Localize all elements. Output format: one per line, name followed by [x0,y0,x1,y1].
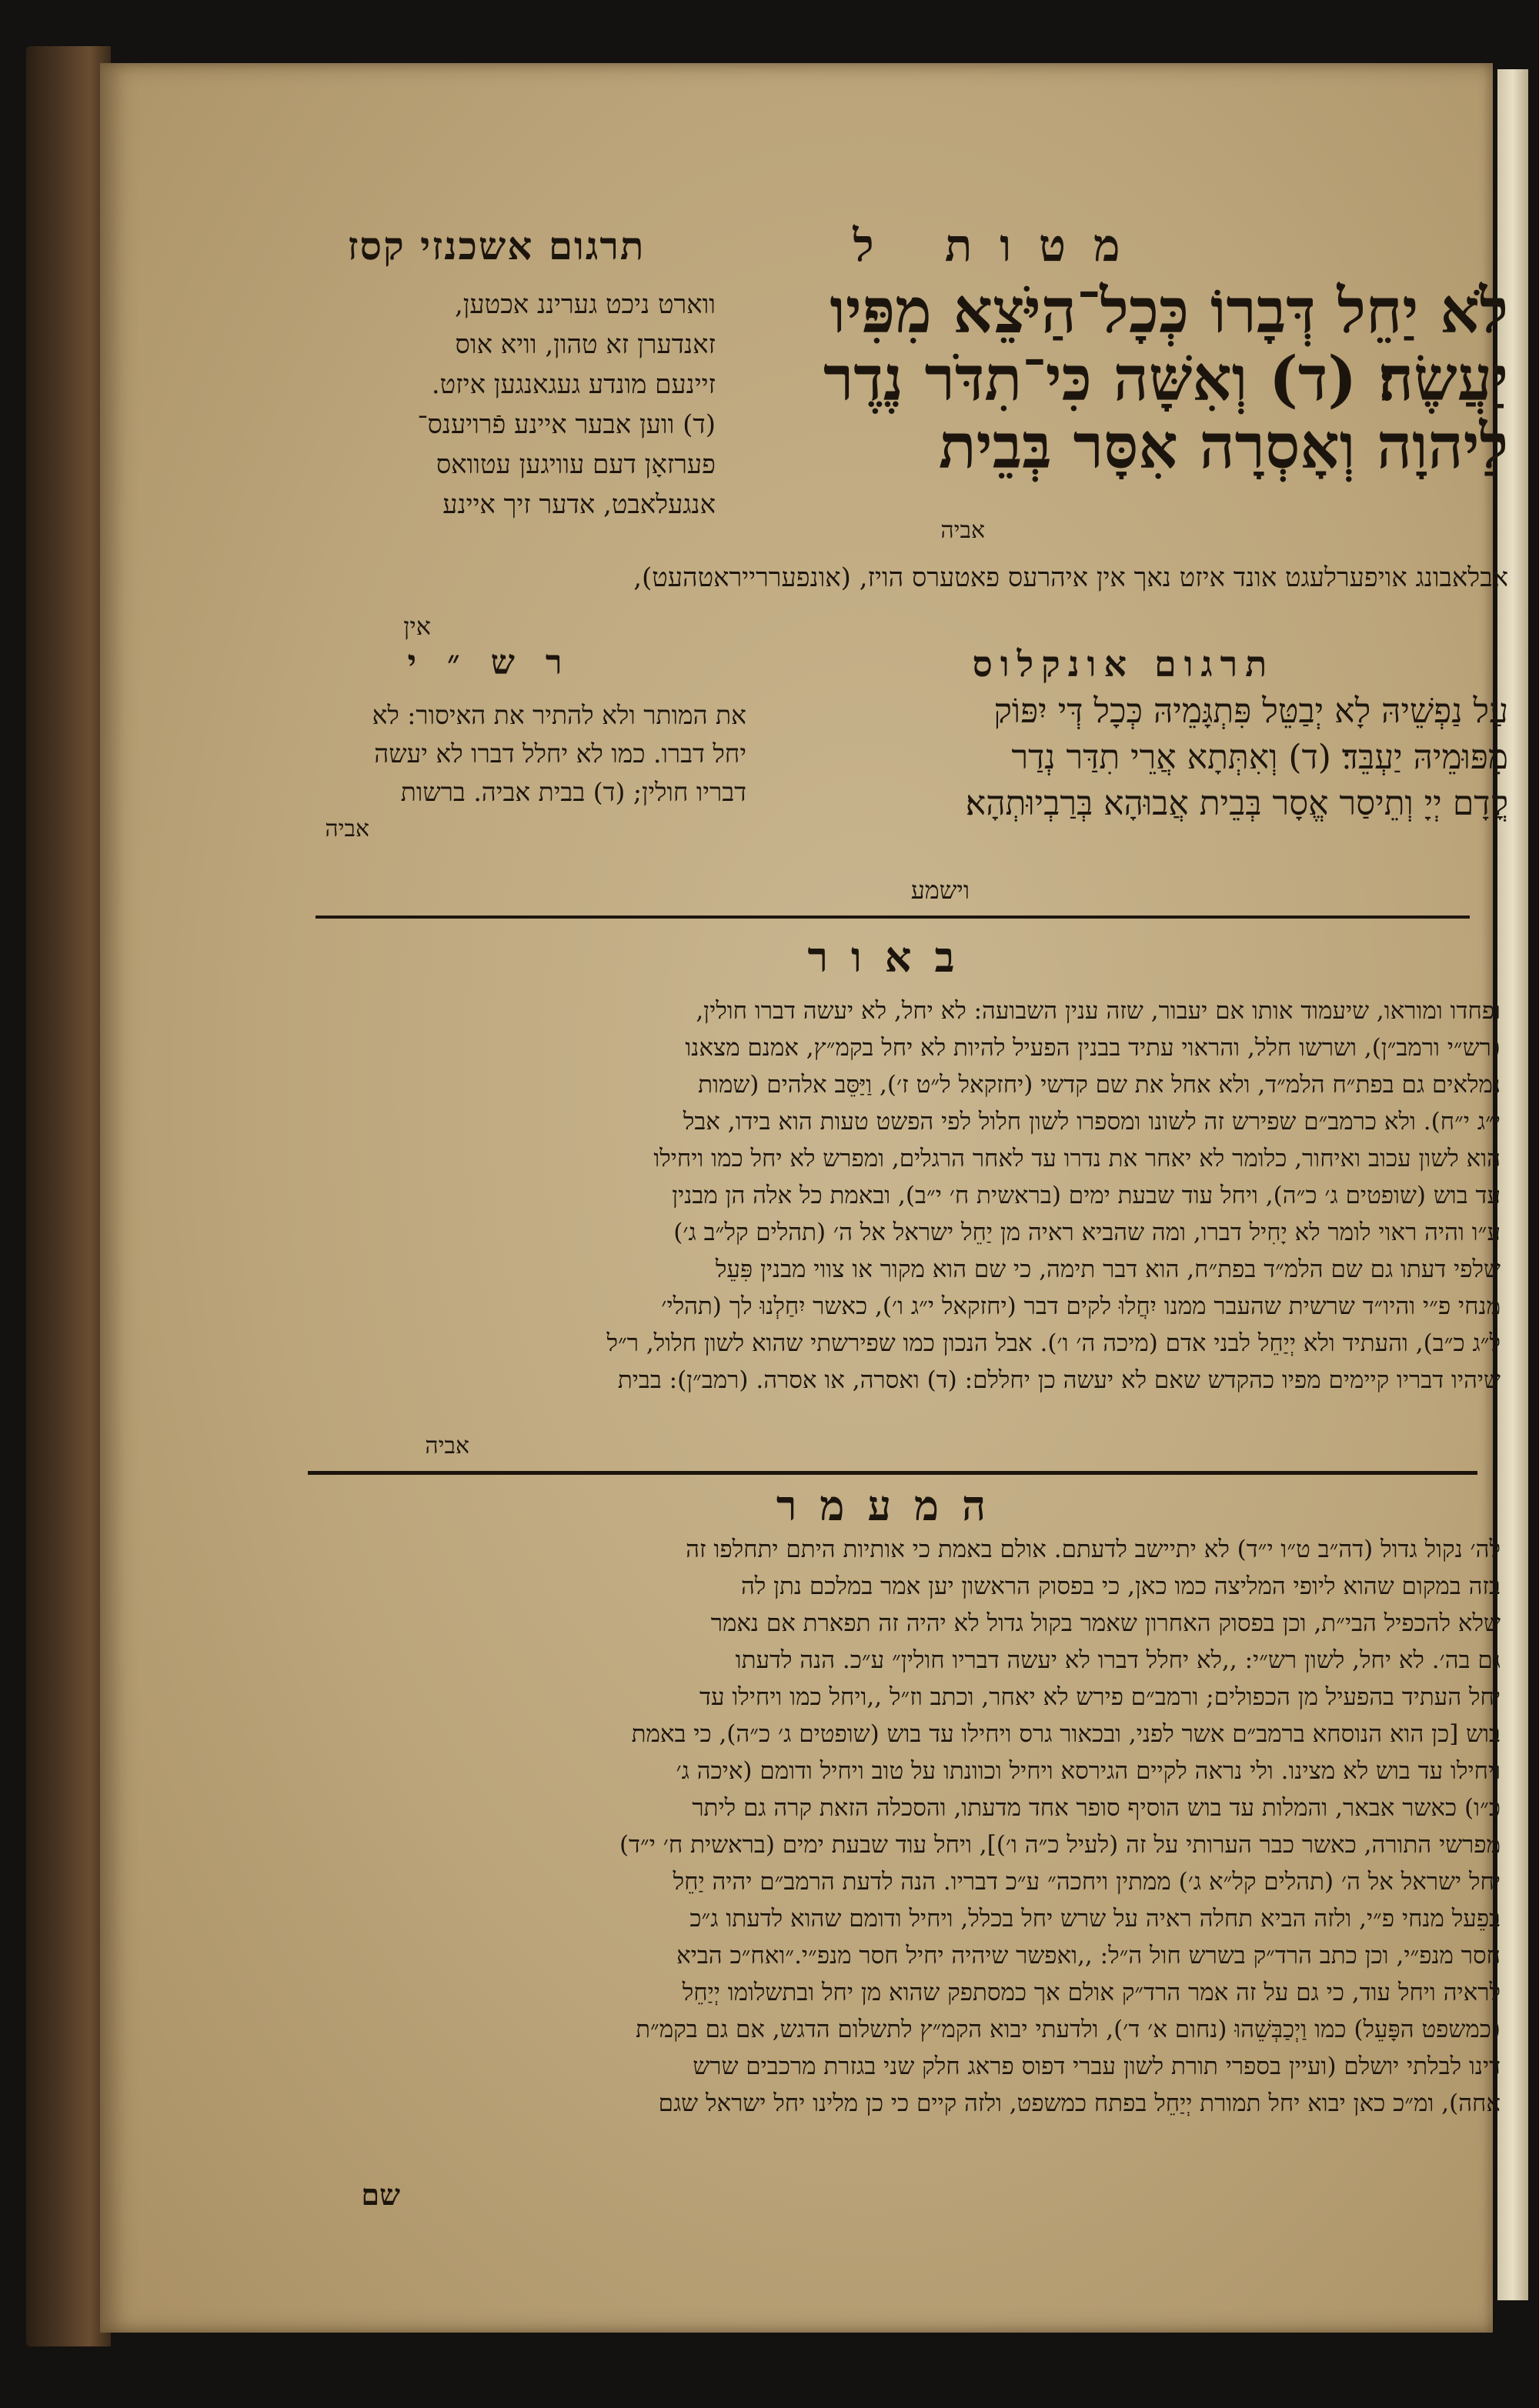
hamaamar-line: חסר מנפ״י, וכן כתב הרד״ק בשרש חול ה״ל: ,,ואפשר שיהיה יחיל חסר מנפ״י.״ואח״כ הביא [676,1942,1501,1969]
hamaamar-line: יחל העתיד בהפעיל מן הכפולים; ורמב״ם פירש לא יאחר, וכתב וז״ל ,,ויחל כמו ויחילו עד [699,1683,1501,1711]
yiddish-wide-line: אבלאבונג אויפערלעגט אונד איזט נאך אין איהרעס פאטערס הויז, (אונפעררייראטהעט), [633,562,1508,593]
biur-line: שיהיו דבריו קיימים מפיו כהקדש שאם לא יעשה כן יחללם: (ד) ואסרה, או אסרה. (רמב״ן): בבית [617,1366,1501,1394]
hamaamar-line: אחה), ומ״כ כאן יבוא יחל תמורת יְיַחֵל בפתח כמשפט, ולזה קיים כי כן מלינו יחל ישראל שגם [658,2089,1501,2117]
biur-line: ע״ו והיה ראוי לומר לא יָחִיל דברו, ומה שהביא ראיה מן יַחֵל ישראל אל ה׳ (תהלים קל״ב ג׳) [673,1219,1501,1246]
biur-line: י״ג י״ח). ולא כרמב״ם שפירש זה לשונו ומספרו לשון חלול לפי הפשט טעות הוא בידו, אבל [683,1108,1501,1136]
biur-line: עד בוש (שופטים ג׳ כ״ה), ויחל עוד שבעת ימים (בראשית ח׳ י״ב), ובאמת כל אלה הן מבנין [672,1182,1501,1209]
biur-line: הוא לשון עכוב ואיחור, כלומר לא יאחר את נדרו עד לאחר הרגלים, ומפרש לא יחל כמו ויחילו [653,1145,1501,1172]
hamaamar-line: יחל ישראל אל ה׳ (תהלים קל״א ג׳) ממתין ויחכה״ ע״כ דבריו. הנה לדעת הרמב״ם יהיה יַחֵל [673,1868,1501,1896]
onkelos-line: מִפּוּמֵיהּ יַעְבֵּד׃ (ד) וְאִתְּתָא אֲרֵי תִדַּר נְדַר [1011,738,1508,777]
onkelos-line: עַל נַפְשֵׁיהּ לָא יְבַטֵּל פִּתְגָּמֵיהּ כְּכָל דְּי יִפּוֹק [993,692,1508,731]
page-header-left: תרגום אשכנזי קסז [347,223,646,268]
verse-line: לֹא יַחֵל דְּבָרוֹ כְּכָל־הַיֹּצֵא מִפִּיו [830,275,1508,347]
biur-end-word: אביה [425,1432,469,1459]
yiddish-line: זאנדערן זא טהון, וויא אוס [455,329,716,360]
footer-catchword: שם [361,2177,400,2212]
hamaamar-line: (כמשפט הפָּעֵל) כמו וַיְכַבְּשֵׁהוּ (נחום א׳ ד׳), ולדעתי יבוא הקמ״ץ לתשלום הדגש, אם גם בקמ״ת [636,2016,1501,2043]
page-header-right: מטות ל [853,219,1148,272]
hamaamar-line: לראיה ויחל עוד, כי גם על זה אמר הרד״ק אולם אך כמסתפק שהוא מן יחל ובתשלומו יְיַחֵל [682,1979,1501,2006]
onkelos-line: קֳדָם יְיָ וְתֵיסַר אֱסָר בְּבֵית אֲבוּהָא בְּרַבְיוּתְהָא׃ [965,784,1508,823]
biur-text [292,992,1501,1399]
hamaamar-title: המעמר [776,1481,1010,1530]
hamaamar-line: כ״ו) כאשר אבאר, והמלות עד בוש הוסיף סופר אחד מדעתו, והסכלה הזאת קרה גם ליתר [692,1794,1501,1822]
rashi-line: דבריו חולין; (ד) בבית אביה. ברשות [400,777,746,807]
section-divider [315,916,1470,919]
rashi-end-word: אביה [325,815,369,842]
yiddish-line: (ד) ווען אבער איינע פֿרויענס־ [417,409,716,440]
hamaamar-line: גם בה׳. לא יחל, לשון רש״י: ,,לא יחלל דברו לא יעשה דבריו חולין״ ע״כ. הנה לדעתו [735,1646,1501,1674]
verse-catchword: אביה [940,517,985,544]
rashi-line: יחל דברו. כמו לא יחלל דברו לא יעשה [374,739,746,769]
biur-line: מנחי פ״י והיו״ד שרשית שהעבר ממנו יִחֲלוּ לקים דבר (יחזקאל י״ג ו׳), כאשר יִחַלְנוּ לך (תהלי׳ [661,1292,1501,1320]
rashi-text [285,696,746,812]
onkelos-catchword: וישמע [910,875,970,905]
biur-line: ל״ג כ״ב), והעתיד ולא יְיַחֵל לבני אדם (מיכה ה׳ ו׳). אבל הנכון כמו שפירשתי שהוא לשון חלול, ר״ל [606,1329,1501,1357]
yiddish-line: ווארט ניכט געריננ אכטען, [454,289,716,320]
hamaamar-line: לה׳ נקול גדול (דה״ב ט״ו י״ד) לא יתיישב לדעתם. אולם באמת כי אותיות היתם יתחלפו זה [686,1536,1501,1563]
verse-line: יַעֲשֶׂה׃ (ד) וְאִשָּׁה כִּי־תִדֹּר נֶדֶר [823,342,1508,415]
book-spine-edge [26,46,111,2346]
yiddish-line: אנגעלאבט, אדער זיך איינע [442,489,716,520]
section-divider [308,1471,1477,1475]
biur-line: (רש״י ורמב״ן), ושרשו חלל, והראוי עתיד בבנין הפעיל להיות לא יחל בקמ״ץ, אמנם מצאנו [685,1034,1501,1062]
biur-line: ופחדו ומוראו, שיעמוד אותו אם יעבור, שזה ענין השבועה: לא יחל, לא יעשה דברו חולין, [696,997,1501,1025]
yiddish-line: פערזאָן דעם עוויגען עטוואס [436,449,716,480]
hamaamar-line: שלא להכפיל הבי״ת, וכן בפסוק האחרון שאמר בקול גדול לא יהיה זה תפארת אם נאמר [710,1609,1501,1637]
rashi-title: רש״י [407,643,593,682]
yiddish-line: זיינעם מונדע געגאנגען איזט. [431,369,716,400]
biur-line: שלפי דעתו גם שם הלמ״ד בפת״ח, הוא דבר תימה, כי שם הוא מקור או צווי מבנין פִּעֵל [715,1256,1501,1283]
yiddish-last-word: אין [403,612,431,641]
rashi-line: את המותר ולא להתיר את האיסור: לא [372,700,746,730]
verse-text [677,277,1508,480]
onkelos-title: תרגום אונקלוס [972,643,1275,685]
biur-line: נמלאים גם בפת״ח הלמ״ד, ולא אחל את שם קדשי (יחזקאל ל״ט ז׳), וַיַּסֵּב אלהים (שמות [698,1071,1501,1099]
biur-title: באור [807,932,978,982]
hamaamar-line: ויחילו עד בוש לא מצינו. ולי נראה לקיים הגירסא ויחיל וכוונתו על טוב ויחיל ודומם (איכה ג׳ [676,1757,1501,1785]
hamaamar-line: מפרשי התורה, כאשר כבר הערותי על זה (לעיל כ״ה ו׳)], ויחל עוד שבעת ימים (בראשית ח׳ י״ד) [619,1831,1501,1859]
hamaamar-text [292,1531,1501,2122]
verse-line: לַיהוָה וְאָסְרָה אִסָּר בְּבֵית [938,410,1508,482]
yiddish-translation [277,285,716,525]
hamaamar-line: בפֵעל מנחי פ״י, ולזה הביא תחלה ראיה על שרש יחל בכלל, ויחיל ודומם שהוא לדעתו ג״כ [689,1905,1501,1933]
onkelos-text [777,689,1508,827]
hamaamar-line: דינו לבלתי יושלם (ועיין בספרי תורת לשון עברי דפוס פראג חלק שני בגזרת מרכבים שרש [693,2053,1501,2080]
hamaamar-line: בוש [כן הוא הנוסחא ברמב״ם אשר לפני, ובכאור גרס ויחילו עד בוש (שופטים ג׳ כ״ה), כי באמת [631,1720,1501,1748]
hamaamar-line: בזה במקום שהוא ליופי המליצה כמו כאן, כי בפסוק הראשון יען אמר במלכם נתן לה [740,1573,1501,1600]
